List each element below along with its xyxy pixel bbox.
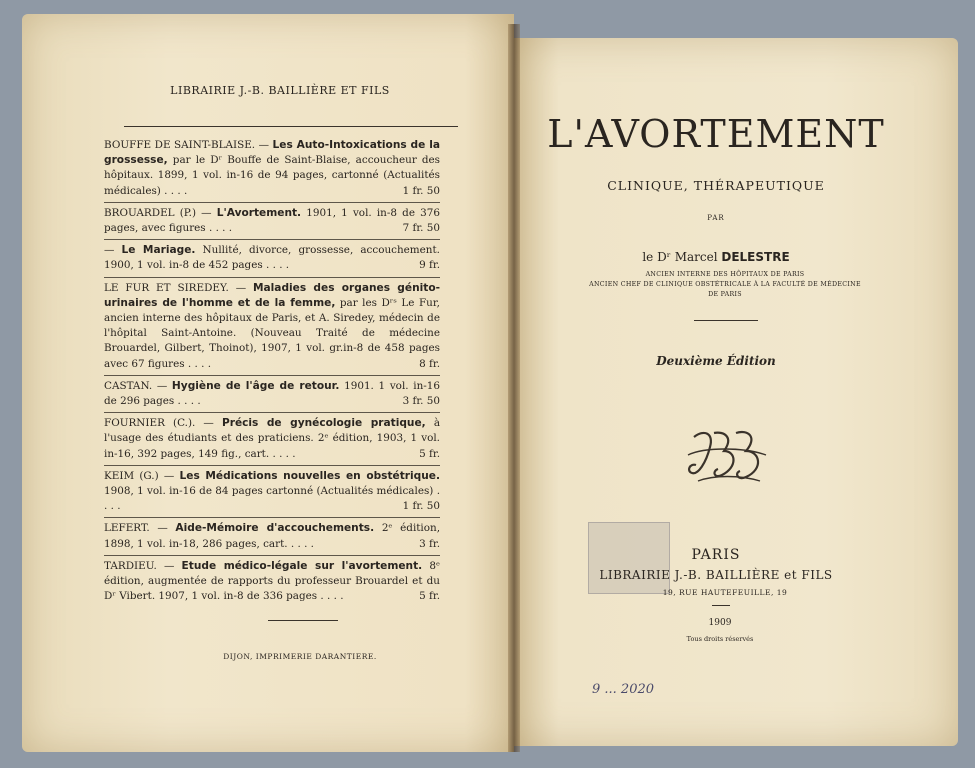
entry-title: Les Auto-Intoxications de la grossesse, [104, 139, 440, 167]
entry-price: 8 fr. [419, 357, 440, 370]
entry-author: TARDIEU. — [104, 559, 175, 572]
entry-detail: 8ᵉ édition, augmentée de rapports du professeur Brouardel et du Dʳ Vibert. 1907, 1 vol. in-8 de 336 pages [104, 559, 440, 603]
entry-price: 5 fr. [419, 447, 440, 460]
entry-detail: 1901, 1 vol. in-8 de 376 pages, avec figures [104, 206, 440, 235]
entry-author: BROUARDEL (P.) — [104, 206, 212, 219]
credential-line: ANCIEN CHEF DE CLINIQUE OBSTÉTRICALE À LA FACULTÉ DE MÉDECINE [589, 281, 861, 288]
entry-author: — [104, 244, 115, 257]
entry-detail: 1908, 1 vol. in-16 de 84 pages cartonné (Actualités médicales) [104, 485, 434, 498]
entry-price: 7 fr. 50 [402, 222, 440, 235]
catalogue-entry: BROUARDEL (P.) — L'Avortement. 1901, 1 vol. in-8 de 376 pages, avec figures . . . . 7 fr. 50 [104, 206, 440, 236]
edition-label: Deuxième Édition [656, 354, 776, 368]
entry-detail: 1901. 1 vol. in-16 de 296 pages [104, 379, 440, 408]
author-credentials [560, 270, 890, 300]
entry-title: Le Mariage. [121, 244, 196, 257]
entry-title: Hygiène de l'âge de retour. [171, 379, 340, 392]
entry-detail: Nullité, divorce, grossesse, accouchement. 1900, 1 vol. in-8 de 452 pages [104, 244, 440, 272]
entry-title: Les Médications nouvelles en obstétrique. [179, 469, 440, 482]
catalogue-list [104, 138, 440, 606]
publisher-monogram-icon [684, 425, 770, 485]
title-rule [694, 320, 758, 321]
entry-separator [104, 465, 440, 466]
entry-separator [104, 517, 440, 518]
publisher-city: PARIS [691, 547, 741, 563]
catalogue-entry: TARDIEU. — Etude médico-légale sur l'avortement. 8ᵉ édition, augmentée de rapports du professeur Brouardel et du Dʳ Vibert. 1907, 1 vol. in-8 de 336 pages . . . . 5 fr. [104, 559, 440, 605]
catalogue-entry: — Le Mariage. Nullité, divorce, grossesse, accouchement. 1900, 1 vol. in-8 de 452 pages . . . . 9 fr. [104, 243, 440, 273]
credential-line: ANCIEN INTERNE DES HÔPITAUX DE PARIS [645, 271, 805, 278]
entry-detail: par le Dʳ Bouffe de Saint-Blaise, accoucheur des hôpitaux. 1899, 1 vol. in-16 de 94 pages, cartonné (Actualités médicales) [104, 154, 440, 197]
entry-detail: à l'usage des étudiants et des praticiens. 2ᵉ édition, 1903, 1 vol. in-16, 392 pages, 149 fig., cart. [104, 417, 441, 460]
entry-price: 1 fr. 50 [402, 500, 440, 513]
entry-title: Aide-Mémoire d'accouchements. [175, 522, 375, 535]
catalogue-entry: BOUFFE DE SAINT-BLAISE. — Les Auto-Intoxications de la grossesse, par le Dʳ Bouffe de Saint-Blaise, accoucheur des hôpitaux. 1899, 1 vol. in-16 de 94 pages, cartonné (Actualités médicales) . . . . 1 fr. 50 [104, 138, 440, 199]
publication-year: 1909 [708, 618, 732, 628]
entry-author: BOUFFE DE SAINT-BLAISE. — [104, 139, 269, 151]
entry-detail: 2ᵉ édition, 1898, 1 vol. in-18, 286 pages, cart. [104, 522, 441, 550]
catalogue-entry: LE FUR ET SIREDEY. — Maladies des organes génito-urinaires de l'homme et de la femme, par les Dʳˢ Le Fur, ancien interne des hôpitaux de Paris, et A. Siredey, médecin de l'hôpital Saint-Antoine. (Nouveau Traité de médecine Brouardel, Gilbert, Thoinot), 1907, 1 vol. gr.in-8 de 458 pages avec 67 figures . . . . 8 fr. [104, 281, 440, 372]
par-label: PAR [707, 214, 725, 222]
author-name: DELESTRE [721, 250, 790, 264]
entry-price: 5 fr. [419, 590, 440, 603]
catalogue-entry: KEIM (G.) — Les Médications nouvelles en obstétrique. 1908, 1 vol. in-16 de 84 pages cartonné (Actualités médicales) . . . . 1 fr. 50 [104, 469, 440, 515]
entry-author: LEFERT. — [104, 522, 168, 535]
entry-separator [104, 277, 440, 278]
entry-author: FOURNIER (C.). — [104, 417, 214, 430]
entry-separator [104, 555, 440, 556]
closing-rule [268, 620, 338, 621]
publisher-name: LIBRAIRIE J.-B. BAILLIÈRE et FILS [599, 568, 833, 582]
entry-separator [104, 202, 440, 203]
entry-title: Etude médico-légale sur l'avortement. [181, 559, 423, 572]
address-rule [712, 605, 730, 606]
handwritten-date: 9 ... 2020 [592, 682, 655, 697]
entry-title: L'Avortement. [216, 206, 302, 219]
entry-detail: par les Dʳˢ Le Fur, ancien interne des hôpitaux de Paris, et A. Siredey, médecin de l'hôpital Saint-Antoine. (Nouveau Traité de médecine Brouardel, Gilbert, Thoinot), 1907, 1 vol. gr.in-8 de 458 pages avec 67 figures [104, 296, 440, 370]
entry-separator [104, 375, 440, 376]
entry-price: 3 fr. 50 [402, 395, 440, 408]
rights-notice: Tous droits réservés [686, 635, 754, 643]
library-header: LIBRAIRIE J.-B. BAILLIÈRE ET FILS [170, 84, 390, 97]
credential-line: DE PARIS [708, 291, 742, 298]
catalogue-entry: FOURNIER (C.). — Précis de gynécologie pratique, à l'usage des étudiants et des praticiens. 2ᵉ édition, 1903, 1 vol. in-16, 392 pages, 149 fig., cart. . . . . 5 fr. [104, 416, 440, 462]
entry-price: 1 fr. 50 [402, 184, 440, 197]
book-subtitle: CLINIQUE, THÉRAPEUTIQUE [607, 178, 825, 193]
entry-price: 3 fr. [419, 537, 440, 550]
book-title: L'AVORTEMENT [547, 112, 885, 156]
entry-title: Précis de gynécologie pratique, [221, 417, 426, 430]
catalogue-entry: LEFERT. — Aide-Mémoire d'accouchements. 2ᵉ édition, 1898, 1 vol. in-18, 286 pages, cart. . . . . 3 fr. [104, 521, 440, 551]
publisher-address: 19, RUE HAUTEFEUILLE, 19 [662, 588, 788, 597]
printer-imprint: DIJON, IMPRIMERIE DARANTIERE. [223, 652, 377, 661]
entry-author: CASTAN. — [104, 379, 168, 392]
header-rule [124, 126, 458, 127]
entry-author: KEIM (G.) — [104, 469, 175, 482]
entry-price: 9 fr. [419, 259, 440, 272]
author-line [536, 250, 896, 264]
catalogue-entry: CASTAN. — Hygiène de l'âge de retour. 1901. 1 vol. in-16 de 296 pages . . . . 3 fr. 50 [104, 379, 440, 409]
entry-separator [104, 239, 440, 240]
entry-separator [104, 412, 440, 413]
author-prefix: le Dʳ Marcel [642, 250, 718, 264]
entry-title: Maladies des organes génito-urinaires de l'homme et de la femme, [104, 281, 440, 309]
book-gutter [508, 24, 520, 752]
entry-author: LE FUR ET SIREDEY. — [104, 281, 247, 294]
